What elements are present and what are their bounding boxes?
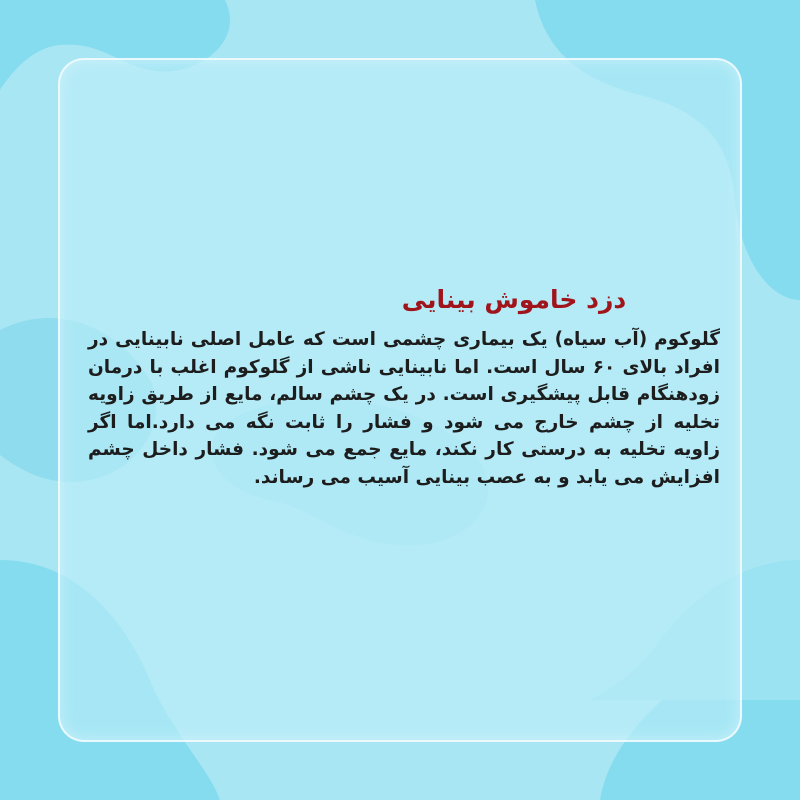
content-block — [88, 280, 720, 491]
page-title: دزد خاموش بینایی — [401, 285, 627, 314]
body-paragraph: گلوکوم (آب سیاه) یک بیماری چشمی است که عامل اصلی نابینایی در افراد بالای ۶۰ سال است. اما نابینایی ناشی از گلوکوم اغلب با درمان زودهنگام قابل پیشگیری است. در یک چشم سالم، مایع از طریق زاویه تخلیه از چشم خارج می شود و فشار را ثابت نگه می دارد.اما اگر زاویه تخلیه به درستی کار نکند، مایع جمع می شود. فشار داخل چشم افزایش می یابد و به عصب بینایی آسیب می رساند. — [88, 329, 720, 488]
